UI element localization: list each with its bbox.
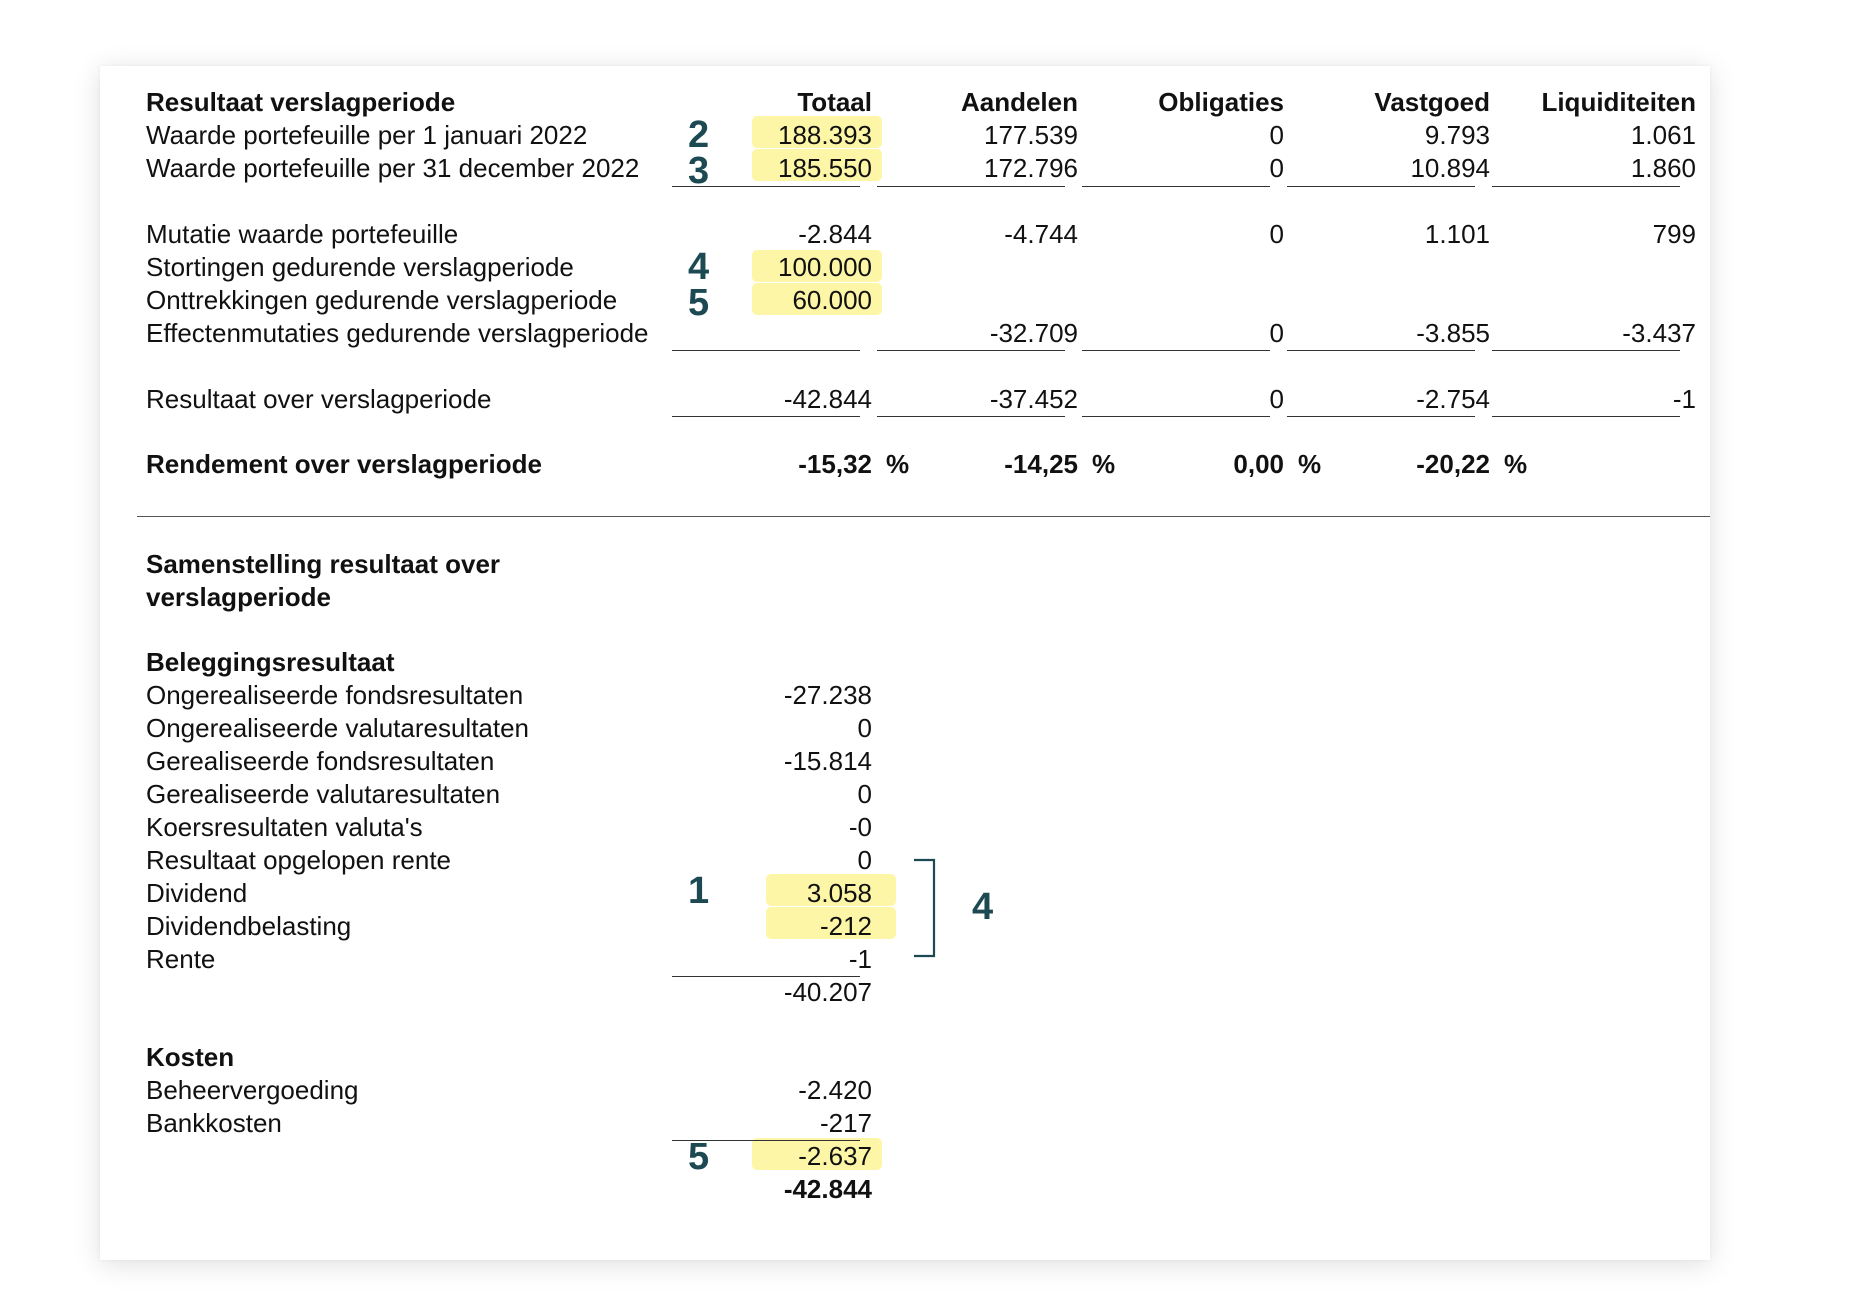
col-header-aandelen: Aandelen (960, 87, 1078, 117)
cell-liquiditeiten: -3.437 (1622, 318, 1696, 348)
section2-title-line2: verslagperiode (146, 582, 331, 612)
item-label: Bankkosten (146, 1108, 282, 1138)
row-label: Stortingen gedurende verslagperiode (146, 252, 574, 282)
item-value: -2.420 (798, 1075, 872, 1105)
section2-title-line1: Samenstelling resultaat over (146, 549, 501, 579)
cell-vastgoed: 10.894 (1410, 153, 1490, 183)
col-header-vastgoed: Vastgoed (1374, 87, 1490, 117)
rule-vastgoed (1287, 186, 1475, 187)
row-label: Effectenmutaties gedurende verslagperiode (146, 318, 649, 348)
item-label: Beheervergoeding (146, 1075, 359, 1105)
item-label: Koersresultaten valuta's (146, 812, 423, 842)
cell-totaal: -42.844 (783, 384, 872, 414)
cell-aandelen: -37.452 (989, 384, 1078, 414)
item-value: 0 (857, 779, 872, 809)
row-label: Waarde portefeuille per 31 december 2022 (146, 153, 640, 183)
rendement-obligaties: 0,00 (1233, 449, 1284, 479)
col-header-totaal: Totaal (797, 87, 872, 117)
beleggingsresultaat-title: Beleggingsresultaat (146, 647, 395, 677)
cell-obligaties: 0 (1269, 120, 1284, 150)
item-value: -0 (848, 812, 872, 842)
cell-totaal: 60.000 (792, 285, 872, 315)
rule-obligaties (1082, 416, 1270, 417)
kosten-subtotal: -2.637 (798, 1141, 872, 1171)
rendement-label: Rendement over verslagperiode (146, 449, 542, 479)
col-header-liquiditeiten: Liquiditeiten (1541, 87, 1696, 117)
row-label: Resultaat over verslagperiode (146, 384, 492, 414)
row-label: Onttrekkingen gedurende verslagperiode (146, 285, 618, 315)
cell-liquiditeiten: 799 (1652, 219, 1696, 249)
cell-vastgoed: 1.101 (1424, 219, 1490, 249)
item-label: Ongerealiseerde fondsresultaten (146, 680, 524, 710)
rule-liquiditeiten (1492, 416, 1680, 417)
rendement-unit: % (1092, 449, 1116, 479)
item-label: Dividend (146, 878, 248, 908)
annotation-1: 1 (688, 870, 710, 912)
cell-liquiditeiten: 1.061 (1630, 120, 1696, 150)
annotation-5-kosten: 5 (688, 1136, 710, 1178)
rule-vastgoed (1287, 350, 1475, 351)
annotation-2: 2 (688, 114, 710, 156)
cell-obligaties: 0 (1269, 219, 1284, 249)
report-card (100, 66, 1710, 1260)
rule-vastgoed (1287, 416, 1475, 417)
cell-totaal: 185.550 (778, 153, 872, 183)
cell-vastgoed: -2.754 (1416, 384, 1490, 414)
cell-vastgoed: -3.855 (1416, 318, 1490, 348)
cell-aandelen: 172.796 (984, 153, 1078, 183)
rendement-totaal: -15,32 (798, 449, 872, 479)
section-separator (137, 516, 1710, 517)
annotation-5: 5 (688, 282, 710, 324)
row-label: Mutatie waarde portefeuille (146, 219, 459, 249)
rendement-unit: % (886, 449, 910, 479)
cell-totaal: -2.844 (798, 219, 872, 249)
beleggingsresultaat-subtotal: -40.207 (783, 977, 872, 1007)
cell-obligaties: 0 (1269, 153, 1284, 183)
item-label: Gerealiseerde valutaresultaten (146, 779, 501, 809)
cell-obligaties: 0 (1269, 318, 1284, 348)
item-value: -27.238 (783, 680, 872, 710)
item-value: -15.814 (783, 746, 872, 776)
col-header-obligaties: Obligaties (1158, 87, 1284, 117)
kosten-title: Kosten (146, 1042, 235, 1072)
cell-totaal: 100.000 (778, 252, 872, 282)
item-value: 0 (857, 845, 872, 875)
rule-liquiditeiten (1492, 350, 1680, 351)
cell-obligaties: 0 (1269, 384, 1284, 414)
rule-totaal (672, 416, 860, 417)
rendement-unit: % (1298, 449, 1322, 479)
cell-aandelen: -32.709 (989, 318, 1078, 348)
rule-obligaties (1082, 350, 1270, 351)
rule-aandelen (877, 416, 1065, 417)
row-label: Waarde portefeuille per 1 januari 2022 (146, 120, 588, 150)
item-value: 0 (857, 713, 872, 743)
rule-aandelen (877, 350, 1065, 351)
cell-liquiditeiten: -1 (1672, 384, 1696, 414)
rendement-vastgoed: -20,22 (1416, 449, 1490, 479)
item-label: Gerealiseerde fondsresultaten (146, 746, 495, 776)
cell-totaal: 188.393 (778, 120, 872, 150)
rendement-aandelen: -14,25 (1004, 449, 1078, 479)
bracket-icon (910, 858, 946, 958)
cell-liquiditeiten: 1.860 (1630, 153, 1696, 183)
section1-title: Resultaat verslagperiode (146, 87, 456, 117)
item-value: -217 (819, 1108, 872, 1138)
grand-total: -42.844 (783, 1174, 872, 1204)
item-label: Ongerealiseerde valutaresultaten (146, 713, 530, 743)
item-label: Rente (146, 944, 216, 974)
rule-aandelen (877, 186, 1065, 187)
item-value: -212 (819, 911, 872, 941)
cell-aandelen: 177.539 (984, 120, 1078, 150)
item-value: 3.058 (806, 878, 872, 908)
rendement-unit: % (1504, 449, 1528, 479)
cell-vastgoed: 9.793 (1424, 120, 1490, 150)
annotation-4-bracket: 4 (972, 886, 994, 928)
annotation-3: 3 (688, 150, 710, 192)
rule-liquiditeiten (1492, 186, 1680, 187)
annotation-4: 4 (688, 246, 710, 288)
item-value: -1 (848, 944, 872, 974)
rule-totaal (672, 350, 860, 351)
rule-obligaties (1082, 186, 1270, 187)
item-label: Dividendbelasting (146, 911, 352, 941)
item-label: Resultaat opgelopen rente (146, 845, 452, 875)
cell-aandelen: -4.744 (1004, 219, 1078, 249)
